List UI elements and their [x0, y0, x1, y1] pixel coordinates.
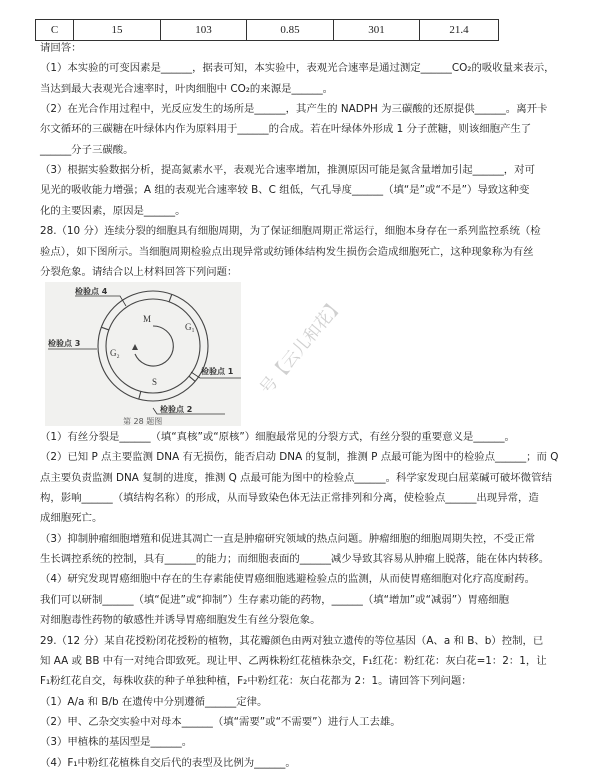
question-text-line: （3）根据实验数据分析，提高氮素水平，表观光合速率增加，推测原因可能是氮含量增加引起______，对可 — [40, 164, 535, 177]
question-text-line: 知 AA 或 BB 中有一对纯合即致死。现让甲、乙两株粉红花植株杂交，F₁红花：粉红花：灰白花=1：2：1，让 — [40, 654, 547, 667]
phase-s: S — [152, 377, 158, 387]
phase-g2: G₂ — [110, 348, 120, 358]
question-text-line: 化的主要因素，原因是______。 — [40, 204, 186, 217]
question-text-line: 生长调控系统的控制，具有______的能力；而细胞表面的______减少导致其容易从肿瘤上脱落，能在体内转移。 — [40, 553, 550, 566]
question-text-line: 对细胞毒性药物的敏感性并诱导胃癌细胞发生有丝分裂危象。 — [40, 614, 321, 627]
question-text-line: （4）F₁中粉红花植株自交后代的表型及比例为______。 — [40, 756, 296, 769]
question-text-line: 尔文循环的三碳糖在叶绿体内作为原料用于______的合成。若在叶绿体外形成 1 分子蔗糖，则该细胞产生了 — [40, 123, 532, 136]
phase-m: M — [143, 314, 152, 324]
question-text-line: （3）甲植株的基因型是______。 — [40, 736, 193, 749]
question-text-line: F₁粉红花自交，每株收获的种子单独种植，F₂中粉红花：灰白花都为 2：1。请回答下列问题： — [40, 675, 472, 688]
table-cell: 0.85 — [246, 20, 333, 40]
checkpoint-4-label: 检验点 4 — [75, 287, 108, 296]
question-text-line: 29.（12 分）某自花授粉闭花授粉的植物，其花瓣颜色由两对独立遗传的等位基因（A、a 和 B、b）控制，已 — [40, 634, 544, 647]
table-cell: 103 — [160, 20, 246, 40]
question-text-line: （1）A/a 和 B/b 在遗传中分别遵循______定律。 — [40, 695, 268, 708]
figure-caption: 第 28 题图 — [123, 417, 163, 426]
phase-g1: G₁ — [185, 322, 195, 332]
question-text-line: （3）抑制肿瘤细胞增殖和促进其凋亡一直是肿瘤研究领域的热点问题。肿瘤细胞的细胞周期失控，不受正常 — [40, 532, 535, 545]
checkpoint-2-label: 检验点 2 — [160, 405, 193, 414]
checkpoint-1-label: 检验点 1 — [201, 367, 234, 376]
question-text-line: （2）已知 P 点主要监测 DNA 有无损伤，能否启动 DNA 的复制，推测 P 点最可能为图中的检验点______；而 Q — [40, 451, 559, 464]
question-text-line: 分裂危象。请结合以上材料回答下列问题： — [40, 265, 238, 278]
question-text-line: 成细胞死亡。 — [40, 512, 103, 525]
table-cell: 15 — [73, 20, 160, 40]
question-text-line: （1）有丝分裂是______（填“真核”或“原核”）细胞最常见的分裂方式，有丝分裂的重要意义是______。 — [40, 431, 515, 443]
arrow-head-icon — [132, 344, 138, 350]
table-cell: 21.4 — [419, 20, 498, 40]
data-table-row-c — [35, 19, 499, 41]
question-text-line: 当达到最大表观光合速率时，叶肉细胞中 CO₂的来源是______。 — [40, 82, 334, 95]
cell-cycle-figure — [45, 282, 241, 426]
question-text-line: 点主要负责监测 DNA 复制的进度，推测 Q 点最可能为图中的检验点______。科学家发现白屈菜碱可破坏微管结 — [40, 471, 552, 484]
question-text-line: 验点），如下图所示。当细胞周期检验点出现异常或纺锤体结构发生损伤会造成细胞死亡，这种现象称为有丝 — [40, 245, 534, 258]
question-text-line: 28.（10 分）连续分裂的细胞具有细胞周期，为了保证细胞周期正常运行，细胞本身存在一系列监控系统（检 — [40, 225, 541, 238]
question-text-line: （2）在光合作用过程中，光反应发生的场所是______，其产生的 NADPH 为三碳酸的还原提供______。离开卡 — [40, 103, 548, 116]
question-text-line: 见光的吸收能力增强；A 组的表观光合速率较 B、C 组低，气孔导度______（填“是”或“不是”）导致这种变 — [40, 184, 530, 197]
spiral-arrow — [135, 326, 173, 366]
question-text-line: （2）甲、乙杂交实验中对母本______（填“需要”或“不需要”）进行人工去雄。 — [40, 715, 401, 728]
question-text-line: 请回答： — [40, 42, 82, 54]
checkpoint-3-label: 检验点 3 — [48, 339, 81, 348]
table-cell: C — [50, 24, 59, 36]
question-text-line: ______分子三碳酸。 — [40, 143, 134, 156]
question-text-line: （1）本实验的可变因素是______，据表可知，本实验中，表观光合速率是通过测定______CO₂的吸收量来表示， — [40, 62, 555, 75]
question-text-line: 我们可以研制______（填“促进”或“抑制”）生存素功能的药物，______（填“增加”或“减弱”）胃癌细胞 — [40, 593, 510, 606]
table-cell: 301 — [333, 20, 419, 40]
watermark: 号【云儿和花】 — [256, 294, 349, 399]
question-text-line: （4）研究发现胃癌细胞中存在的生存素能使胃癌细胞逃避检验点的监测，从而使胃癌细胞对化疗高度耐药。 — [40, 573, 535, 586]
question-text-line: 构，影响______（填结构名称）的形成，从而导致染色体无法正常排列和分离，使检验点______出现异常，造 — [40, 492, 539, 505]
